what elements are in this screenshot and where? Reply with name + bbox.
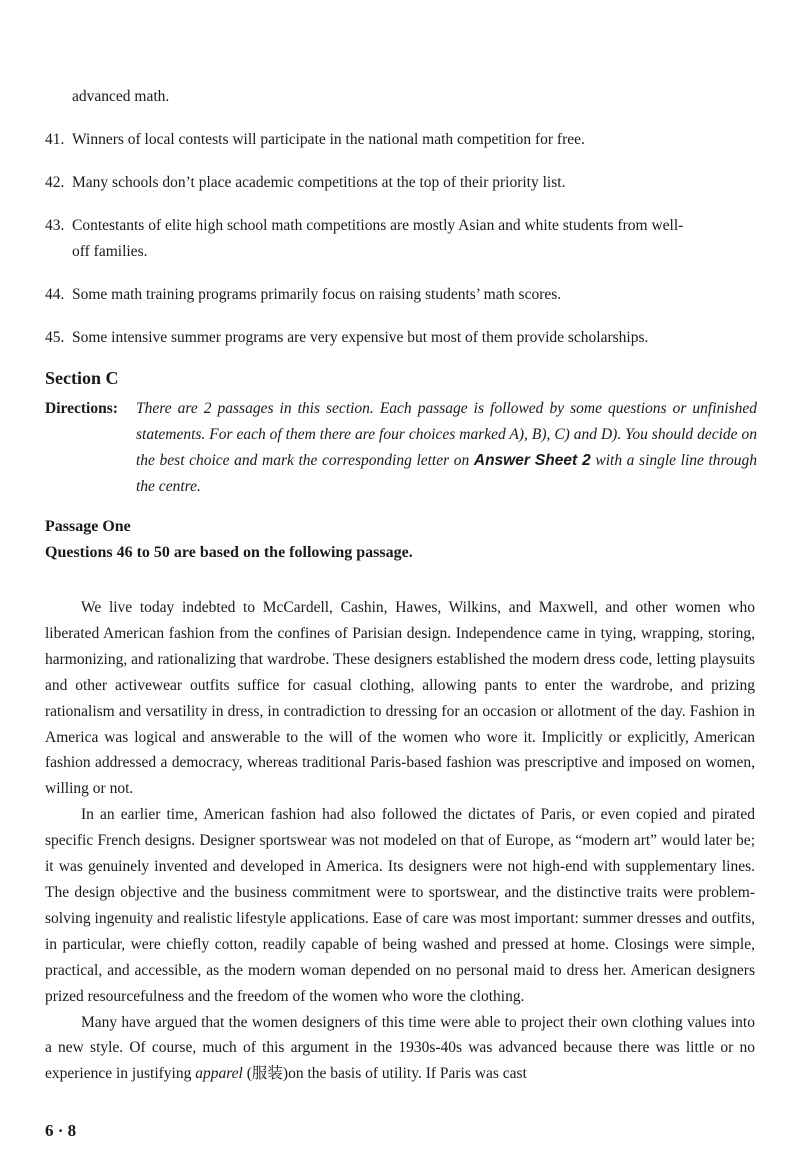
- statement-number: 44.: [45, 286, 65, 303]
- statement-43: [45, 213, 765, 265]
- chinese-gloss: (服装): [246, 1065, 289, 1083]
- statement-number: 42.: [45, 174, 65, 191]
- statement-text-continuation: off families.: [72, 243, 148, 260]
- paragraph-text: Many have argued that the women designers of this time were able to project their own clothing values into a new style. Of course, much of this argument in the 1930s-40s was advanced because there was little or no experience in justifying: [45, 1013, 755, 1083]
- statement-44: [45, 282, 757, 308]
- directions-body: There are 2 passages in this section. Each passage is followed by some questions or unfinished statements. For each of them there are four choices marked A), B), C) and D). You should decide on the best choice and mark the corresponding letter on: [136, 400, 757, 469]
- passage-questions: Questions 46 to 50 are based on the following passage.: [45, 544, 413, 561]
- statement-number: 41.: [45, 131, 65, 148]
- section-title: Section C: [45, 368, 119, 388]
- statement-continuation: advanced math.: [72, 88, 170, 105]
- statement-text: Some intensive summer programs are very expensive but most of them provide scholarships.: [72, 329, 649, 346]
- passage-paragraph: In an earlier time, American fashion had also followed the dictates of Paris, or even copied and pirated specific French designs. Designer sportswear was not modeled on that of Europe, as “modern art” would later be; it was genuinely invented and developed in America. Its designers were not high-end with supplementary lines. The design objective and the business commitment were to sportswear, and the distinctive traits were problem-solving ingenuity and realistic lifestyle applications. Ease of care was most important: summer dresses and outfits, in particular, were chiefly cotton, readily capable of being washed and pressed at home. Closings were simple, practical, and accessible, as the modern woman depended on no personal maid to dress her. American designers prized resourcefulness and the freedom of the women who wore the clothing.: [45, 806, 755, 1005]
- passage-paragraph: We live today indebted to McCardell, Cashin, Hawes, Wilkins, and Maxwell, and other women who liberated American fashion from the confines of Parisian design. Independence came in tying, wrapping, storing, harmonizing, and rationalizing that wardrobe. These designers established the modern dress code, letting playsuits and other activewear outfits suffice for casual clothing, allowing pants to enter the wardrobe, and prizing rationalism and versatility in dress, in contradiction to dressing for an occasion or allotment of the day. Fashion in America was logical and answerable to the will of the women who wore it. Implicitly or explicitly, American fashion addressed a democracy, whereas traditional Paris-based fashion was prescriptive and imposed on women, willing or not.: [45, 599, 755, 798]
- italic-term: apparel: [195, 1065, 243, 1083]
- answer-sheet-label: Answer Sheet 2: [473, 452, 591, 469]
- statement-number: 45.: [45, 329, 65, 346]
- statement-42: [45, 170, 757, 196]
- passage-title: Passage One: [45, 518, 131, 535]
- page-number: 6 · 8: [45, 1121, 77, 1140]
- statement-text: Some math training programs primarily focus on raising students’ math scores.: [72, 286, 562, 303]
- statement-45: [45, 325, 757, 351]
- directions-tail: with a single line through the centre.: [136, 452, 758, 495]
- statement-text: Winners of local contests will participate in the national math competition for free.: [72, 131, 585, 148]
- directions-label: Directions:: [45, 400, 118, 417]
- statement-text: Contestants of elite high school math competitions are mostly Asian and white students from well-: [72, 217, 684, 234]
- statement-text: Many schools don’t place academic competitions at the top of their priority list.: [72, 174, 566, 191]
- paragraph-text-end: on the basis of utility. If Paris was cast: [288, 1065, 527, 1083]
- statement-41: [45, 127, 757, 153]
- directions: [45, 396, 757, 500]
- passage-body: [45, 595, 755, 1087]
- statement-number: 43.: [45, 217, 65, 234]
- passage-paragraph-3: [45, 1010, 755, 1088]
- directions-text: [136, 396, 757, 500]
